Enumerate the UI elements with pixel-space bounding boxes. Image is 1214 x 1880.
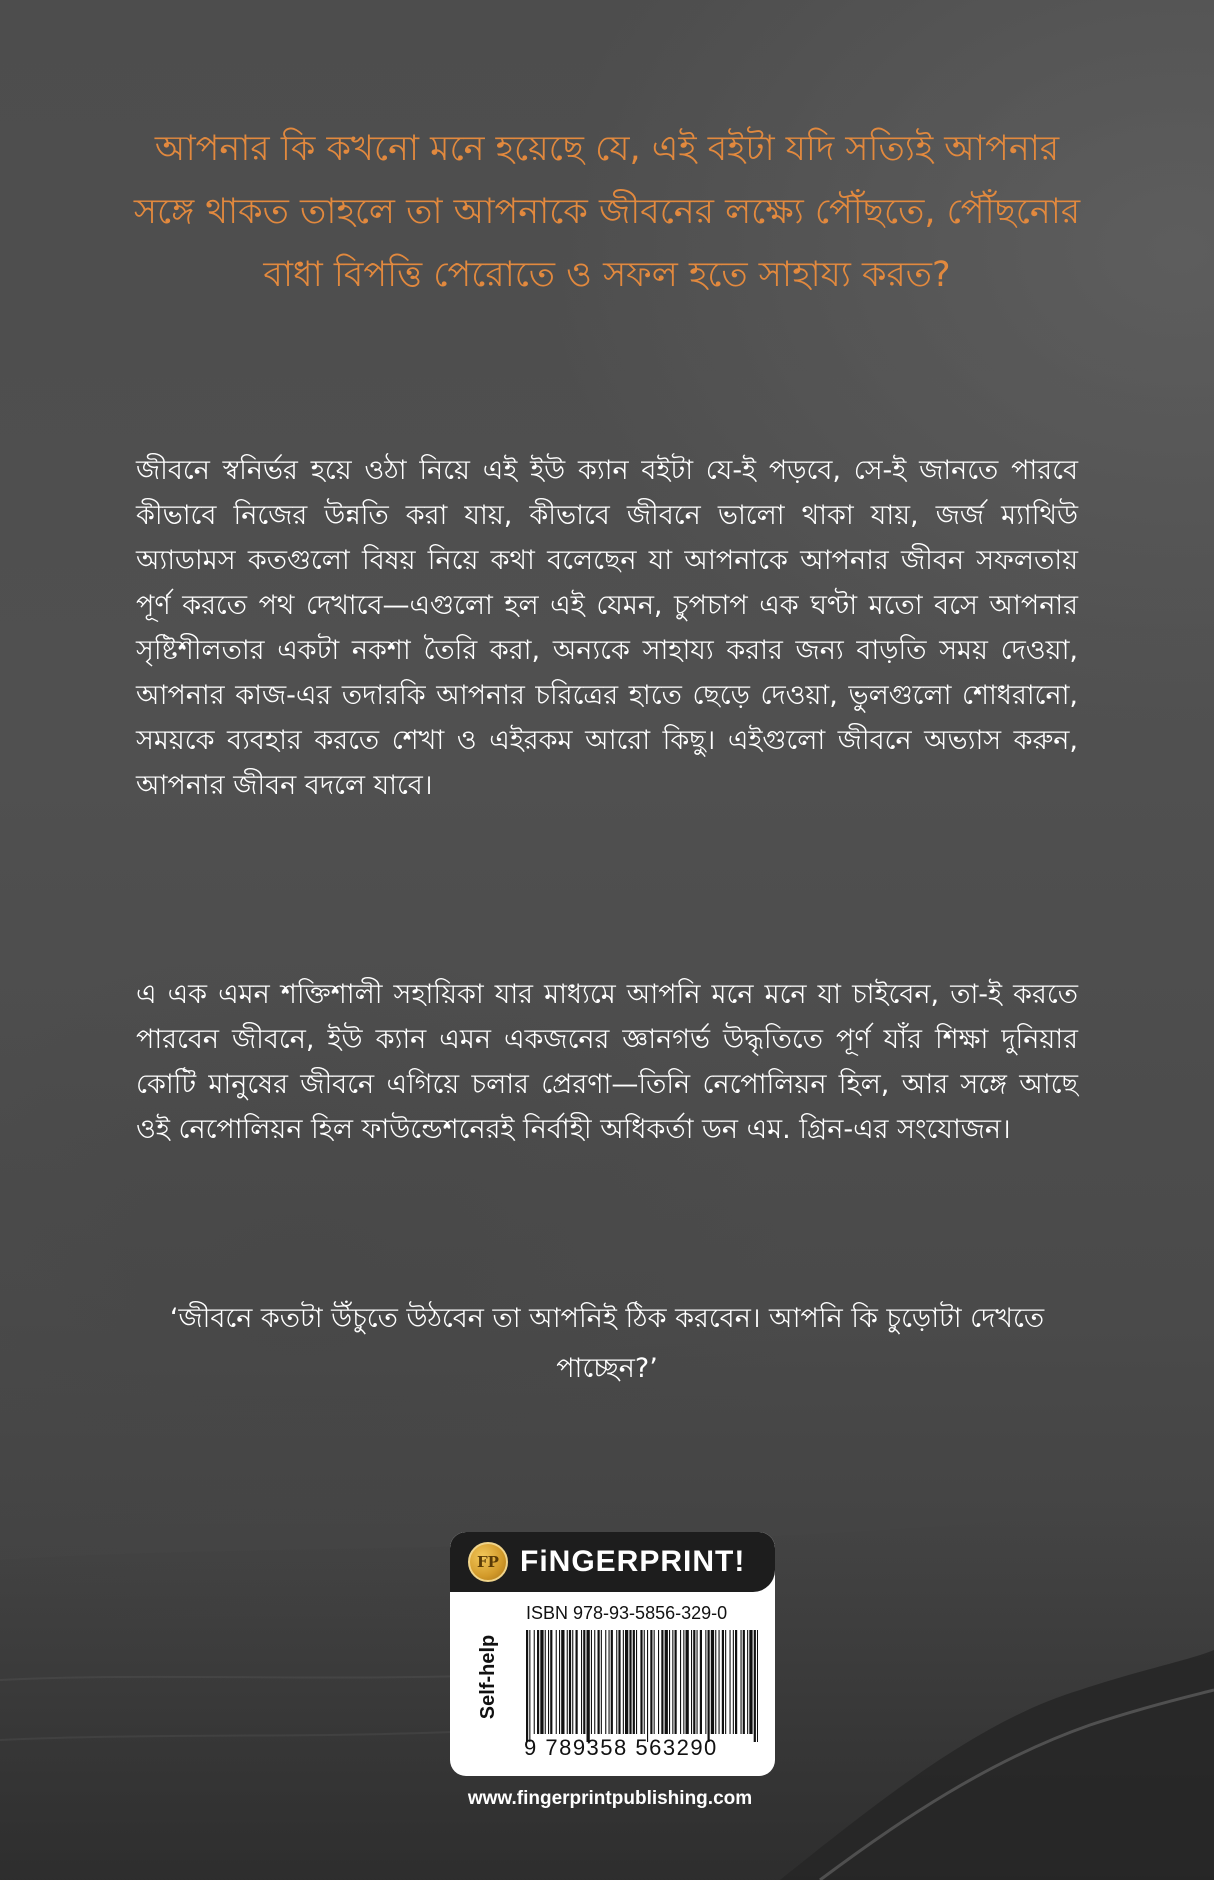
barcode-bar	[583, 1630, 585, 1734]
barcode-bar	[625, 1630, 628, 1734]
isbn-label	[450, 1532, 775, 1776]
barcode-bar	[537, 1630, 539, 1734]
barcode-bar	[675, 1630, 677, 1734]
barcode-bar	[623, 1630, 624, 1734]
logo-initials: FP	[477, 1553, 499, 1571]
barcode-bar	[540, 1630, 543, 1734]
publisher-website: www.fingerprintpublishing.com	[467, 1788, 753, 1809]
barcode-bar	[658, 1630, 659, 1734]
barcode-bar	[697, 1630, 698, 1734]
barcode-bar	[683, 1630, 684, 1734]
barcode-bar	[735, 1630, 737, 1734]
fingerprint-logo-icon	[468, 1542, 508, 1582]
cover-headline: আপনার কি কখনো মনে হয়েছে যে, এই বইটা যদি সত্যিই আপনার সঙ্গে থাকত তাহলে তা আপনাকে জীবনের লক্ষ্যে পৌঁছতে, পৌঁছনোর বাধা বিপত্তি পেরোতে ও সফল হতে সাহায্য করত?	[133, 129, 1081, 295]
barcode-bar	[644, 1630, 645, 1734]
barcode-bar	[711, 1630, 714, 1734]
barcode-bar	[594, 1630, 595, 1734]
barcode-bar	[548, 1630, 549, 1734]
barcode-number: 9 789358 563290	[524, 1735, 718, 1760]
barcode-bar	[561, 1630, 564, 1734]
barcode-bar	[601, 1630, 602, 1734]
barcode-bar	[719, 1630, 720, 1734]
barcode-bar	[569, 1630, 571, 1734]
barcode-bar	[654, 1630, 655, 1734]
barcode-bar	[650, 1630, 652, 1734]
barcode-bar	[647, 1630, 648, 1742]
barcode-bar	[618, 1630, 620, 1734]
barcode-image	[526, 1630, 758, 1742]
description-paragraph-1: জীবনে স্বনির্ভর হয়ে ওঠা নিয়ে এই ইউ ক্যান বইটা যে-ই পড়বে, সে-ই জানতে পারবে কীভাবে নিজের উন্নতি করা যায়, কীভাবে জীবনে ভালো থাকা যায়, জর্জ ম্যাথিউ অ্যাডামস কতগুলো বিষয় নিয়ে কথা বলেছেন যা আপনাকে আপনার জীবন সফলতায় পূর্ণ করতে পথ দেখাবে—এগুলো হল এই যেমন, চুপচাপ এক ঘণ্টা মতো বসে আপনার সৃষ্টিশীলতার একটা নকশা তৈরি করা, অন্যকে সাহায্য করার জন্য বাড়তি সময় দেওয়া, আপনার কাজ-এর তদারকি আপনার চরিত্রের হাতে ছেড়ে দেওয়া, ভুলগুলো শোধরানো, সময়কে ব্যবহার করতে শেখা ও এইরকম আরো কিছু। এইগুলো জীবনে অভ্যাস করুন, আপনার জীবন বদলে যাবে।	[136, 455, 1078, 801]
barcode-bar	[616, 1630, 617, 1734]
barcode-bar	[576, 1630, 578, 1734]
barcode-bar	[757, 1630, 758, 1742]
barcode-bar	[559, 1630, 560, 1734]
barcode-bar	[747, 1630, 748, 1734]
barcode-bar	[672, 1630, 673, 1734]
barcode-bar	[693, 1630, 695, 1734]
barcode-bar	[686, 1630, 689, 1734]
barcode-bar	[722, 1630, 724, 1734]
barcode-bar	[733, 1630, 734, 1734]
barcode-bar	[529, 1630, 530, 1742]
barcode-bar	[669, 1630, 670, 1734]
barcode-bar	[661, 1630, 663, 1734]
isbn-text: ISBN 978-93-5856-329-0	[526, 1603, 728, 1623]
barcode-bar	[691, 1630, 692, 1734]
barcode-bar	[587, 1630, 590, 1742]
barcode-bar	[629, 1630, 631, 1734]
barcode-bar	[708, 1630, 710, 1742]
barcode-bar	[598, 1630, 600, 1734]
barcode-bar	[636, 1630, 637, 1734]
barcode-bar	[741, 1630, 742, 1734]
barcode-bar	[534, 1630, 535, 1734]
publisher-logo-bar	[450, 1532, 775, 1592]
barcode-bar	[545, 1630, 546, 1734]
barcode-bar	[567, 1630, 568, 1734]
barcode-bar	[633, 1630, 635, 1734]
barcode-bar	[730, 1630, 731, 1734]
barcode-bar	[591, 1630, 592, 1734]
barcode-bar	[572, 1630, 573, 1734]
barcode-bar	[700, 1630, 702, 1734]
barcode-bar	[526, 1630, 528, 1742]
barcode-bar	[743, 1630, 745, 1734]
barcode-bar	[715, 1630, 716, 1734]
description-paragraph-2: এ এক এমন শক্তিশালী সহায়িকা যার মাধ্যমে আপনি মনে মনে যা চাইবেন, তা-ই করতে পারবেন জীবনে, ইউ ক্যান এমন একজনের জ্ঞানগর্ভ উদ্ধৃতিতে পূর্ণ যাঁর শিক্ষা দুনিয়ার কোটি মানুষের জীবনে এগিয়ে চলার প্রেরণা—তিনি নেপোলিয়ন হিল, আর সঙ্গে আছে ওই নেপোলিয়ন হিল ফাউন্ডেশনেরই নির্বাহী অধিকর্তা ডন এম. গ্রিন-এর সংযোজন।	[136, 979, 1078, 1145]
barcode-bar	[680, 1630, 681, 1734]
barcode-bar	[725, 1630, 726, 1734]
barcode-bar	[556, 1630, 557, 1734]
barcode-bar	[640, 1630, 642, 1734]
barcode-bar	[749, 1630, 752, 1734]
quote-text: ‘জীবনে কতটা উঁচুতে উঠবেন তা আপনিই ঠিক করবেন। আপনি কি চুড়োটা দেখতে পাচ্ছেন?’	[169, 1303, 1045, 1384]
barcode-bar	[550, 1630, 552, 1734]
barcode-bar	[705, 1630, 706, 1734]
publisher-brand: FiNGERPRINT!	[520, 1545, 746, 1578]
barcode-bar	[609, 1630, 610, 1734]
barcode-bar	[611, 1630, 613, 1734]
genre-label: Self-help	[477, 1634, 499, 1720]
barcode-bar	[605, 1630, 606, 1734]
barcode-bar	[581, 1630, 582, 1734]
barcode-bar	[665, 1630, 668, 1734]
barcode-bar	[754, 1630, 756, 1742]
